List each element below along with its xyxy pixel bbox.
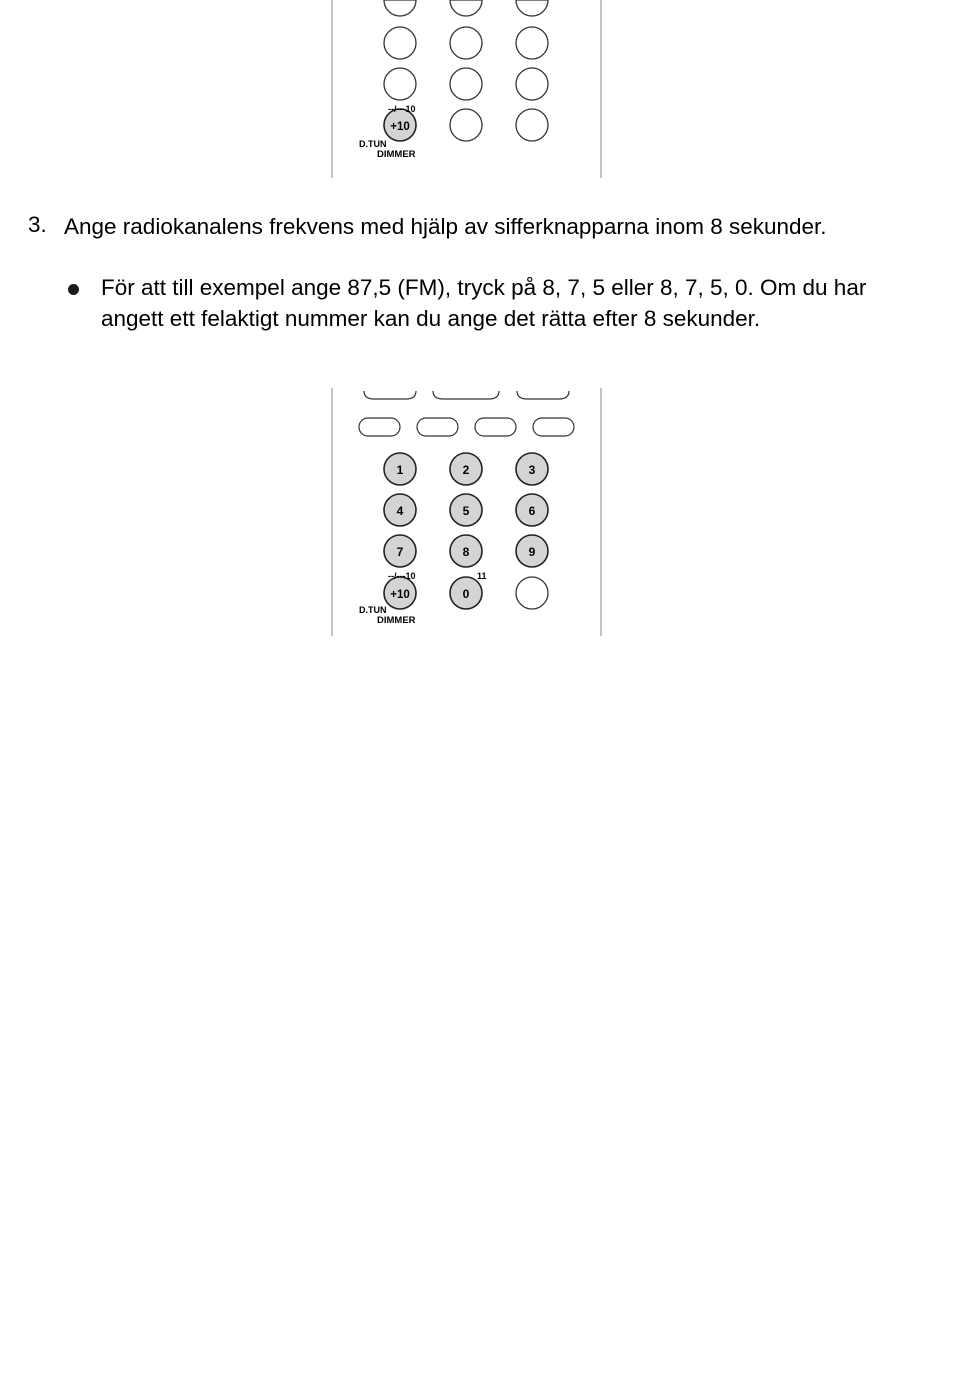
remote-key-1-label: 1 (396, 463, 404, 477)
remote-key-3-label: 3 (528, 463, 536, 477)
remote-button-partial (433, 391, 499, 399)
remote-pill-button (359, 418, 400, 436)
remote-illustration-top (330, 0, 603, 178)
remote-key (516, 68, 548, 100)
step-number: 3. (28, 212, 47, 237)
remote-pill-button (417, 418, 458, 436)
remote-plus10-label: +10 (390, 589, 410, 601)
bullet-text: För att till exempel ange 87,5 (FM), tryck på 8, 7, 5 eller 8, 7, 5, 0. Om du har angett ett felaktigt nummer kan du ange det rätta efter 8 sekunder. (101, 275, 867, 331)
step-text: Ange radiokanalens frekvens med hjälp av sifferknapparna inom 8 sekunder. (64, 214, 827, 239)
remote-key (516, 109, 548, 141)
remote-mark-11: 11 (477, 571, 487, 581)
remote-key-partial (384, 0, 416, 16)
remote-plus10-label: +10 (390, 121, 410, 133)
remote-key (450, 68, 482, 100)
remote-key-partial (450, 0, 482, 16)
remote-key (384, 27, 416, 59)
remote-dimmer-label: DIMMER (377, 149, 416, 160)
remote-key (516, 577, 548, 609)
remote-pill-button (475, 418, 516, 436)
remote-button-partial (364, 391, 416, 399)
remote-illustration-bottom (330, 388, 603, 636)
remote-key-9-label: 9 (528, 545, 536, 559)
remote-key-5-label: 5 (462, 504, 470, 518)
remote-dtun-label: D.TUN (359, 139, 387, 149)
remote-button-partial (517, 391, 569, 399)
remote-mark-10: --/---10 (388, 104, 416, 114)
bullet-icon (68, 284, 79, 295)
remote-key-4-label: 4 (396, 504, 404, 518)
remote-key-8-label: 8 (462, 545, 470, 559)
remote-key (450, 109, 482, 141)
remote-key-partial (516, 0, 548, 16)
remote-key-2-label: 2 (462, 463, 470, 477)
remote-key (384, 68, 416, 100)
remote-key-6-label: 6 (528, 504, 536, 518)
remote-key (450, 27, 482, 59)
remote-key (516, 27, 548, 59)
remote-pill-button (533, 418, 574, 436)
remote-key-7-label: 7 (396, 545, 404, 559)
remote-dimmer-label: DIMMER (377, 615, 416, 626)
remote-dtun-label: D.TUN (359, 605, 387, 615)
remote-mark-10: --/---10 (388, 571, 416, 581)
remote-key-0-label: 0 (462, 587, 470, 601)
